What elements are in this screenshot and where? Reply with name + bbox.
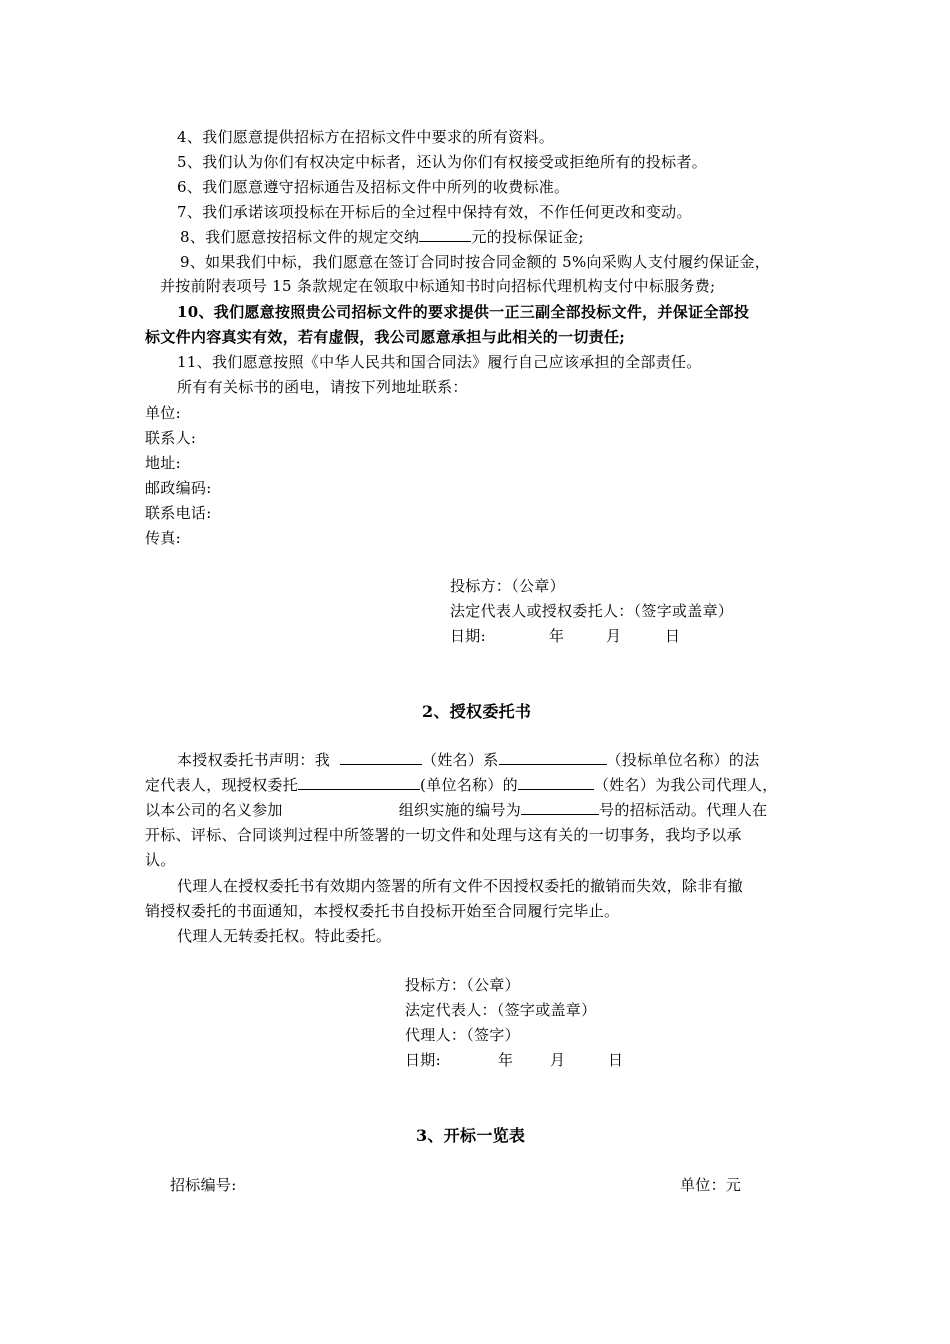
auth-sign-date-day: 日 (608, 1051, 624, 1069)
auth-p1-line-4: 开标、评标、合同谈判过程中所签署的一切文件和处理与这有关的一切事务，我均予以承 (145, 826, 742, 844)
item-9-line-2: 并按前附表项号 15 条款规定在领取中标通知书时向招标代理机构支付中标服务费; (160, 277, 716, 295)
sign-date-month: 月 (606, 627, 622, 645)
auth-p1-line-5: 认。 (145, 851, 176, 869)
auth-sign-agent: 代理人：（签字） (405, 1026, 520, 1044)
contact-unit-label: 单位: (145, 404, 181, 422)
auth-sign-bidder: 投标方：（公章） (405, 976, 520, 994)
item-8 (180, 227, 584, 247)
item-10-line-2: 标文件内容真实有效，若有虚假，我公司愿意承担与此相关的一切责任; (145, 328, 626, 346)
item-9-line-1: 9、如果我们中标，我们愿意在签订合同时按合同金额的 5%向采购人支付履约保证金， (180, 253, 771, 271)
auth-p3: 代理人无转委托权。特此委托。 (177, 927, 392, 945)
auth-p1-l2-c: （姓名）为我公司代理人， (593, 776, 778, 794)
deposit-blank (419, 227, 471, 242)
item-8-text: 8、我们愿意按招标文件的规定交纳 (180, 228, 420, 246)
auth-sign-date-year: 年 (498, 1051, 514, 1069)
auth-p1-l3-b: 组织实施的编号为 (398, 801, 522, 819)
contact-fax-label: 传真: (145, 529, 181, 547)
sign-date-year: 年 (549, 627, 565, 645)
auth-p1-line-2 (145, 775, 778, 795)
unit-blank (298, 775, 420, 790)
item-5: 5、我们认为你们有权决定中标者，还认为你们有权接受或拒绝所有的投标者。 (177, 153, 708, 171)
auth-p1-l1-b: （姓名）系 (422, 751, 499, 769)
auth-sign-representative: 法定代表人：（签字或盖章） (405, 1001, 597, 1019)
auth-p1-l3-c: 号的招标活动。代理人在 (599, 801, 768, 819)
sign-representative: 法定代表人或授权委托人：（签字或盖章） (450, 602, 734, 620)
auth-p1-l2-b: (单位名称）的 (420, 776, 518, 794)
bid-number-blank (521, 800, 599, 815)
item-7: 7、我们承诺该项投标在开标后的全过程中保持有效，不作任何更改和变动。 (177, 203, 692, 221)
contact-address-label: 地址: (145, 454, 181, 472)
auth-sign-date-month: 月 (550, 1051, 566, 1069)
auth-p1-l2-a: 定代表人，现授权委托 (145, 776, 299, 794)
auth-p1-line-3 (145, 800, 767, 820)
auth-p2-line-1: 代理人在授权委托书有效期内签署的所有文件不因授权委托的撤销而失效，除非有撤 (177, 877, 744, 895)
bid-number-label: 招标编号: (170, 1176, 237, 1194)
name-blank (340, 750, 422, 765)
sign-bidder: 投标方：（公章） (450, 577, 565, 595)
section-2-title: 2、授权委托书 (422, 702, 532, 721)
auth-p1-l3-a: 以本公司的名义参加 (145, 801, 283, 819)
item-8-text-after: 元的投标保证金; (471, 228, 584, 246)
contact-intro: 所有有关标书的函电，请按下列地址联系： (177, 378, 468, 396)
sign-date-day: 日 (665, 627, 681, 645)
contact-person-label: 联系人: (145, 429, 197, 447)
contact-postcode-label: 邮政编码: (145, 479, 212, 497)
item-10-line-1: 10、我们愿意按照贵公司招标文件的要求提供一正三副全部投标文件，并保证全部投 (177, 303, 750, 321)
auth-sign-date-label: 日期: (405, 1051, 441, 1069)
auth-p1-line-1 (177, 750, 760, 770)
item-6: 6、我们愿意遵守招标通告及招标文件中所列的收费标准。 (177, 178, 570, 196)
bidder-unit-blank (499, 750, 607, 765)
item-4: 4、我们愿意提供招标方在招标文件中要求的所有资料。 (177, 128, 555, 146)
auth-p2-line-2: 销授权委托的书面通知，本授权委托书自投标开始至合同履行完毕止。 (145, 902, 620, 920)
section-3-title: 3、开标一览表 (416, 1126, 526, 1145)
agent-name-blank (518, 775, 594, 790)
auth-p1-l1-a: 本授权委托书声明：我 (177, 751, 331, 769)
contact-phone-label: 联系电话: (145, 504, 212, 522)
unit-label: 单位：元 (680, 1176, 742, 1194)
auth-p1-l1-c: （投标单位名称）的法 (606, 751, 760, 769)
item-11: 11、我们愿意按照《中华人民共和国合同法》履行自己应该承担的全部责任。 (177, 353, 702, 371)
sign-date-label: 日期: (450, 627, 486, 645)
